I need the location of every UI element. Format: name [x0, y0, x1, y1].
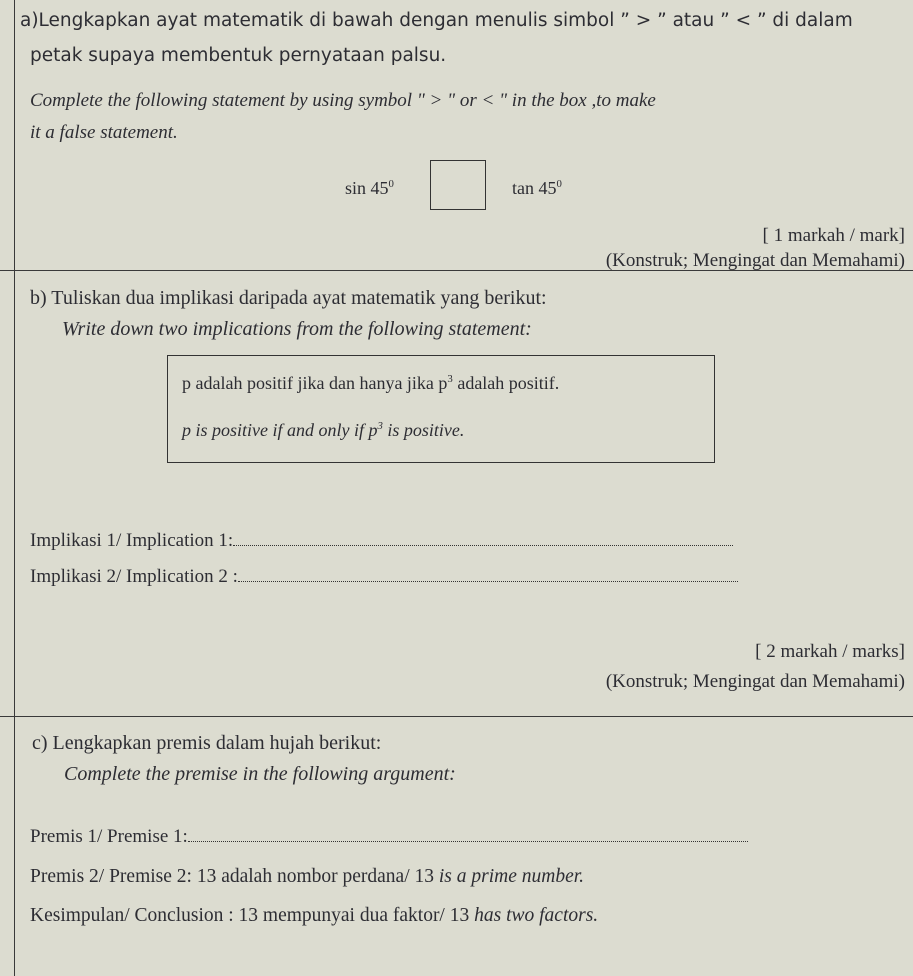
premise-1-answer-line[interactable] [188, 827, 748, 842]
divider-b-c [0, 716, 913, 717]
section-b-marks: [ 2 markah / marks] [755, 641, 905, 662]
statement-malay-post: adalah positif. [452, 373, 560, 393]
section-a-construct: (Konstruk; Mengingat dan Memahami) [605, 250, 905, 271]
premise-1-label: Premis 1/ Premise 1: [30, 826, 188, 847]
tan-45-text: tan 45 [512, 178, 557, 198]
implication-2-answer-line[interactable] [238, 567, 738, 582]
conclusion [30, 905, 598, 927]
sin-45-text: sin 45 [345, 178, 389, 198]
conclusion-english: has two factors. [474, 905, 599, 926]
degree-sign-right: 0 [556, 178, 562, 190]
statement-malay-pre: p adalah positif jika dan hanya jika p [182, 373, 448, 393]
section-c-malay: c) Lengkapkan premis dalam hujah berikut: [32, 732, 382, 754]
implication-1-row [30, 530, 733, 552]
section-b-malay: b) Tuliskan dua implikasi daripada ayat matematik yang berikut: [30, 287, 547, 309]
implication-2-label: Implikasi 2/ Implication 2 : [30, 566, 238, 587]
premise-2 [30, 866, 584, 888]
left-border [14, 0, 15, 976]
statement-malay [182, 373, 559, 394]
statement-english-exponent: 3 [377, 420, 383, 432]
statement-malay-exponent: 3 [447, 373, 453, 385]
section-a-malay-line1: a)Lengkapkan ayat matematik di bawah dengan menulis simbol ” > ” atau ” < ” di dalam [20, 10, 853, 31]
expression-right [512, 178, 562, 199]
implication-2-row [30, 566, 738, 588]
section-a-english-line1: Complete the following statement by using symbol " > " or < " in the box ,to make [30, 90, 656, 111]
expression-left [345, 178, 394, 199]
section-b-english: Write down two implications from the following statement: [62, 318, 532, 340]
degree-sign-left: 0 [388, 178, 394, 190]
premise-1-row [30, 826, 748, 848]
section-a-english-line2: it a false statement. [30, 122, 178, 143]
statement-english-post: is positive. [382, 420, 465, 440]
premise-2-text: Premis 2/ Premise 2: 13 adalah nombor perdana/ 13 [30, 866, 439, 887]
premise-2-english: is a prime number. [438, 866, 585, 887]
section-b-construct: (Konstruk; Mengingat dan Memahami) [605, 671, 905, 692]
conclusion-text: Kesimpulan/ Conclusion : 13 mempunyai dua faktor/ 13 [30, 905, 475, 926]
statement-english [182, 420, 464, 441]
section-a-marks: [ 1 markah / mark] [762, 225, 905, 246]
answer-box[interactable] [430, 160, 486, 210]
section-a-malay-line2: petak supaya membentuk pernyataan palsu. [30, 45, 447, 66]
statement-box [167, 355, 715, 463]
statement-english-pre: p is positive if and only if p [182, 420, 378, 440]
implication-1-label: Implikasi 1/ Implication 1: [30, 530, 234, 551]
section-c-english: Complete the premise in the following argument: [64, 763, 456, 785]
implication-1-answer-line[interactable] [233, 531, 733, 546]
